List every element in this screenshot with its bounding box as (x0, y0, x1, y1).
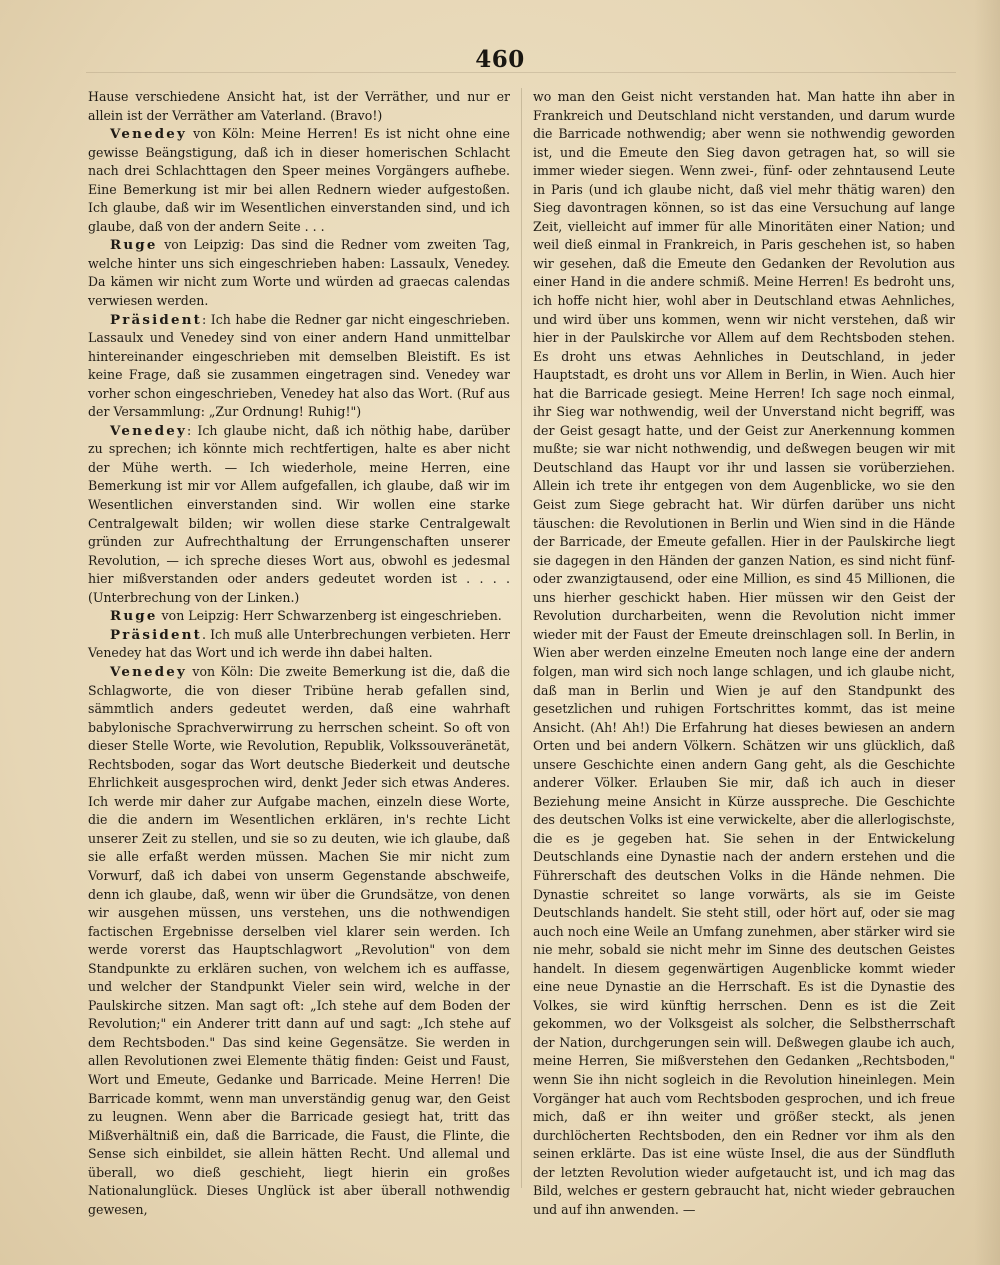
page-edge-shadow (974, 0, 1000, 1265)
paragraph (533, 88, 955, 1219)
right-column (533, 88, 955, 1217)
paragraph (88, 626, 510, 663)
paragraph-text: Hause verschiedene Ansicht hat, ist der Verräther, und nur er allein ist der Verräther am Vaterland. (Bravo!) (88, 89, 510, 123)
paragraph-text: . Ich muß alle Unterbrechungen verbieten. Herr Venedey hat das Wort und ich werde ihn dabei halten. (88, 626, 510, 661)
paragraph (88, 88, 510, 125)
paragraph (88, 125, 510, 236)
speaker-name: Ruge (110, 608, 158, 625)
speaker-name: Venedey (110, 422, 187, 439)
paragraph-text: von Köln: Meine Herren! Es ist nicht ohne eine gewisse Beängstigung, daß ich in dieser homerischen Schlacht nach drei Schlachttagen den Speer meines Vorgängers aufhebe. Eine Bemerkung ist mir bei allen Rednern wieder aufgestoßen. Ich glaube, daß wir im Wesentlichen einverstanden sind, und ich glaube, daß von der andern Seite . . . (88, 126, 510, 234)
paragraph-text: wo man den Geist nicht verstanden hat. Man hatte ihn aber in Frankreich und Deutschland nicht verstanden, und darum wurde die Barricade nothwendig; aber wenn sie nothwendig geworden ist, und die Emeute den Sieg davon getragen hat, so will sie immer wieder siegen. Wenn zwei-, fünf- oder zehntausend Leute in Paris (und ich glaube nicht, daß viel mehr thätig waren) den Sieg davontragen können, so ist das eine Versuchung auf lange Zeit, vielleicht auf immer für alle Minoritäten einer Nation; und weil dieß einmal in Frankreich, in Paris geschehen ist, so haben wir gesehen, daß die Emeute den Gedanken der Revolution aus einer Hand in die andere schmiß. Meine Herren! Es bedroht uns, ich hoffe nicht hier, wohl aber in Deutschland etwas Aehnliches, und wird über uns kommen, wenn wir nicht verstehen, daß wir hier in der Paulskirche vor Allem auf dem Rechtsboden stehen. Es droht uns etwas Aehnliches in Deutschland, in jeder Hauptstadt, es droht uns vor Allem in Berlin, in Wien. Auch hier hat die Barricade gesiegt. Meine Herren! Ich sage noch einmal, ihr Sieg war nothwendig, weil der Unverstand nicht begriff, was der Geist gesagt hatte, und der Geist zur Anerkennung kommen mußte; sie war nicht nothwendig, und deßwegen beugen wir mit Deutschland das Haupt vor ihr und lassen sie vorüberziehen. Allein ich trete ihr entgegen von dem Augenblicke, wo sie den Geist zum Siege gebracht hat. Wir dürfen darüber uns nicht täuschen: die Revolutionen in Berlin und Wien sind in die Hände der Barricade, der Emeute gefallen. Hier in der Paulskirche liegt sie dagegen in den Händen der ganzen Nation, es sind nicht fünf- oder zwanzigtausend, oder eine Million, es sind 45 Millionen, die uns hierher geschickt haben. Hier müssen wir den Geist der Revolution durcharbeiten, wenn die Revolution nicht immer wieder mit der Faust der Emeute dreinschlagen soll. In Berlin, in Wien aber werden einzelne Emeuten noch lange eine der andern folgen, man wird sich noch lange schlagen, und ich glaube nicht, daß man in Berlin und Wien je auf den Standpunkt des gesetzlichen und ruhigen Fortschrittes kommt, das ist meine Ansicht. (Ah! Ah!) Die Erfahrung hat dieses bewiesen an andern Orten und bei andern Völkern. Schätzen wir uns glücklich, daß unsere Geschichte einen andern Gang geht, als die Geschichte anderer Völker. Erlauben Sie mir, daß ich auch in dieser Beziehung meine Ansicht in Kürze ausspreche. Die Geschichte des deutschen Volks ist eine verwickelte, aber die allerlogischste, die es je gegeben hat. Sie sehen in der Entwickelung Deutschlands eine Dynastie nach der andern erstehen und die Führerschaft des deutschen Volks in die Hände nehmen. Die Dynastie schreitet so lange vorwärts, als sie im Geiste Deutschlands handelt. Sie steht still, oder hört auf, oder sie mag auch noch eine Weile an Umfang zunehmen, aber stärker wird sie nie mehr, sobald sie nicht mehr im Sinne des deutschen Geistes handelt. In diesem gegenwärtigen Augenblicke kommt wieder eine neue Dynastie an die Herrschaft. Es ist die Dynastie des Volkes, sie wird künftig herrschen. Denn es ist die Zeit gekommen, wo der Volksgeist als solcher, die Selbstherrschaft der Nation, durchgerungen sein will. Deßwegen glaube ich auch, meine Herren, Sie mißverstehen den Gedanken „Rechtsboden," wenn Sie ihn nicht sogleich in die Revolution hineinlegen. Mein Vorgänger hat auch vom Rechtsboden gesprochen, und ich freue mich, daß er ihn weiter und größer steckt, als jenen durchlöcherten Rechtsboden, den ein Redner vor ihm als den seinen erklärte. Das ist eine wüste Insel, die aus der Sündfluth der letzten Revolution wieder aufgetaucht ist, und ich mag das Bild, welches er gestern gebraucht hat, nicht wieder gebrauchen und auf ihn anwenden. — (533, 89, 955, 1217)
paragraph-text: von Köln: Die zweite Bemerkung ist die, daß die Schlagworte, die von dieser Tribüne herab gefallen sind, sämmtlich anders gedeutet werden, daß eine wahrhaft babylonische Sprachverwirrung zu herrschen scheint. So oft von dieser Stelle Worte, wie Revolution, Republik, Volkssouveränetät, Rechtsboden, sogar das Wort deutsche Biederkeit und deutsche Ehrlichkeit ausgesprochen wird, denkt Jeder sich etwas Anderes. Ich werde mir daher zur Aufgabe machen, einzeln diese Worte, die die andern im Wesentlichen erklären, in's rechte Licht unserer Zeit zu stellen, und sie so zu deuten, wie ich glaube, daß sie alle erfaßt werden müssen. Machen Sie mir nicht zum Vorwurf, daß ich dabei von unserm Gegenstande abschweife, denn ich glaube, daß, wenn wir über die Grundsätze, von denen wir ausgehen müssen, uns verstehen, uns die nothwendigen factischen Ergebnisse derselben viel klarer sein werden. Ich werde vorerst das Hauptschlagwort „Revolution" von dem Standpunkte zu erklären suchen, von welchem ich es auffasse, und welcher der Standpunkt Vieler sein wird, welche in der Paulskirche sitzen. Man sagt oft: „Ich stehe auf dem Boden der Revolution;" ein Anderer tritt dann auf und sagt: „Ich stehe auf dem Rechtsboden." Das sind keine Gegensätze. Sie werden in allen Revolutionen zwei Elemente thätig finden: Geist und Faust, Wort und Emeute, Gedanke und Barricade. Meine Herren! Die Barricade kommt, wenn man unverständig genug war, den Geist zu leugnen. Wenn aber die Barricade gesiegt hat, tritt das Mißverhältniß ein, daß die Barricade, die Faust, die Flinte, die Sense sich einbildet, sie allein hätten Recht. Und allemal und überall, wo dieß geschieht, liegt hierin ein großes Nationalunglück. Dieses Unglück ist aber überall nothwendig gewesen, (88, 663, 510, 1217)
paragraph (88, 236, 510, 310)
paragraph-text: : Ich glaube nicht, daß ich nöthig habe, darüber zu sprechen; ich könnte mich rechtfertigen, halte es aber nicht der Mühe werth. — Ich wiederhole, meine Herren, eine Bemerkung ist mir vor Allem aufgefallen, ich glaube, daß wir im Wesentlichen einverstanden sind. Wir wollen eine starke Centralgewalt bilden; wir wollen diese starke Centralgewalt gründen zur Aufrechthaltung der Errungenschaften unserer Revolution, — ich spreche dieses Wort aus, obwohl es jedesmal hier mißverstanden oder anders gedeutet worden ist . . . . (Unterbrechung von der Linken.) (88, 422, 510, 605)
header-rule (86, 72, 956, 73)
paragraph-text: : Ich habe die Redner gar nicht eingeschrieben. Lassaulx und Venedey sind von einer andern Hand unmittelbar hintereinander eingeschrieben mit demselben Bleistift. Es ist keine Frage, daß sie zusammen eingetragen sind. Venedey war vorher schon eingeschrieben, Venedey hat also das Wort. (Ruf aus der Versammlung: „Zur Ordnung! Ruhig!") (88, 311, 510, 420)
paragraph (88, 663, 510, 1219)
page-number: 460 (475, 46, 525, 73)
left-column (88, 88, 510, 1217)
paragraph (88, 422, 510, 607)
speaker-name: Ruge (110, 237, 158, 254)
paragraph-text: von Leipzig: Das sind die Redner vom zweiten Tag, welche hinter uns sich eingeschrieben haben: Lassaulx, Venedey. Da kämen wir nicht zum Worte und würden ad graecas calendas verwiesen werden. (88, 237, 510, 309)
paragraph (88, 311, 510, 422)
speaker-name: Venedey (110, 126, 187, 143)
speaker-name: Präsident (110, 626, 203, 643)
speaker-name: Venedey (110, 663, 187, 680)
speaker-name: Präsident (110, 311, 203, 328)
paragraph (88, 607, 510, 626)
paragraph-text: von Leipzig: Herr Schwarzenberg ist eingeschrieben. (161, 608, 502, 624)
column-divider (521, 88, 522, 1188)
